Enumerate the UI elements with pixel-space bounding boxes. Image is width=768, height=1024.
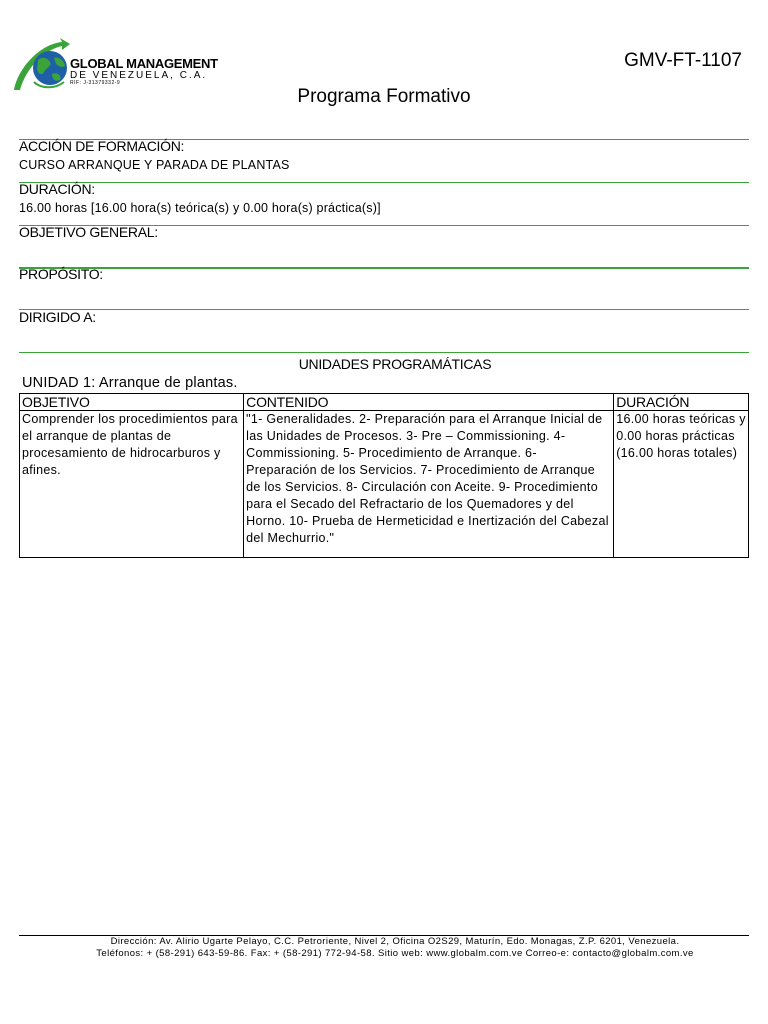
section-divider [19, 352, 749, 353]
section-divider [19, 182, 749, 183]
header-contenido: CONTENIDO [244, 394, 614, 411]
cell-duracion: 16.00 horas teóricas y 0.00 horas prácticas (16.00 horas totales) [614, 411, 749, 558]
cell-contenido: "1- Generalidades. 2- Preparación para el Arranque Inicial de las Unidades de Procesos. 3- Pre – Commissioning. 4- Commissioning. 5- Procedimiento de Arranque. 6- Preparación de los Servicios. 7- Procedimiento de Arranque de los Servicios. 8- Circulación con Aceite. 9- Procedimiento para el Secado del Refractario de los Quemadores y del Horno. 10- Prueba de Hermeticidad e Inertización del Cabezal del Mechurrio." [244, 411, 614, 558]
document-code: GMV-FT-1107 [624, 50, 742, 71]
section-divider [19, 309, 749, 310]
company-name: GLOBAL MANAGEMENT [70, 56, 218, 71]
duracion-value: 16.00 horas [16.00 hora(s) teórica(s) y 0.00 hora(s) práctica(s)] [19, 201, 381, 215]
footer-address: Dirección: Av. Alirio Ugarte Pelayo, C.C. Petroriente, Nivel 2, Oficina O2S29, Maturín, Edo. Monagas, Z.P. 6201, Venezuela. [110, 936, 680, 947]
header-objetivo: OBJETIVO [20, 394, 244, 411]
dirigido-label: DIRIGIDO A: [19, 309, 96, 325]
company-rif: RIF: J-31379332-9 [70, 80, 121, 86]
units-title: UNIDADES PROGRAMÁTICAS [298, 356, 492, 372]
duracion-label: DURACIÓN: [19, 181, 95, 197]
footer-contact: Teléfonos: + (58-291) 643-59-86. Fax: + (58-291) 772-94-58. Sitio web: www.globalm.com.ve Correo-e: contacto@globalm.com.ve [96, 948, 694, 959]
header-duracion: DURACIÓN [614, 394, 749, 411]
units-table [19, 393, 749, 558]
unit-name: UNIDAD 1: Arranque de plantas. [22, 375, 238, 391]
accion-label: ACCIÓN DE FORMACIÓN: [19, 138, 185, 154]
accion-value: CURSO ARRANQUE Y PARADA DE PLANTAS [19, 158, 290, 172]
objetivo-general-label: OBJETIVO GENERAL: [19, 224, 158, 240]
table-row [20, 411, 749, 558]
table-header-row [20, 394, 749, 411]
company-subtitle: DE VENEZUELA, C.A. [70, 70, 208, 81]
proposito-label: PROPÓSITO: [19, 266, 103, 282]
document-title: Programa Formativo [297, 86, 471, 107]
cell-objetivo: Comprender los procedimientos para el arranque de plantas de procesamiento de hidrocarburos y afines. [20, 411, 244, 558]
section-divider [19, 267, 749, 269]
